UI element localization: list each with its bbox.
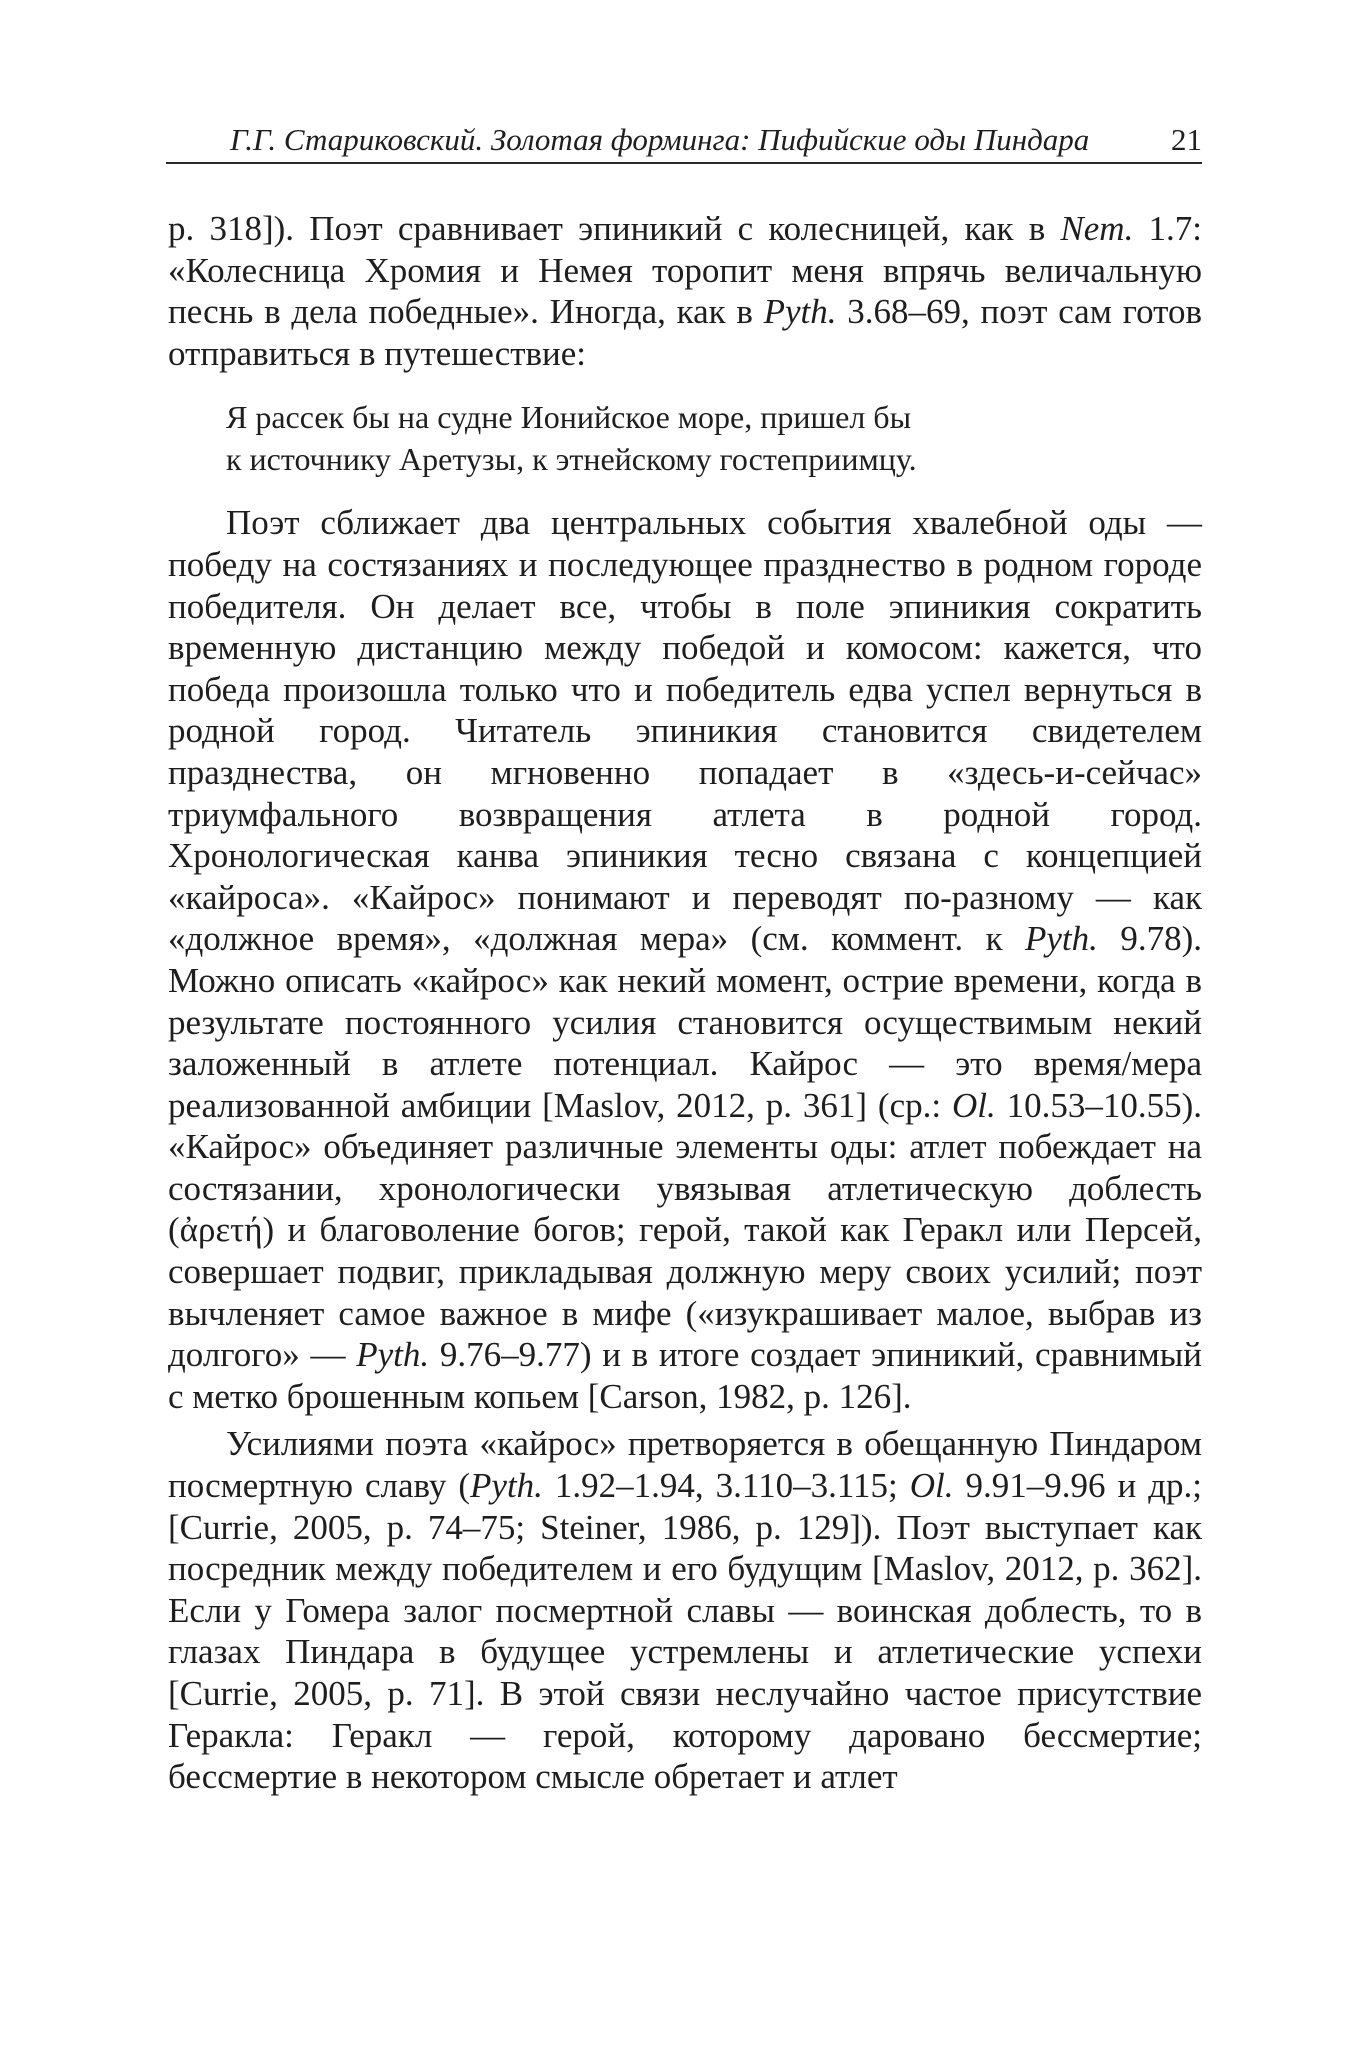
text-run: 1.7: «Колесница Хромия и Немея торопит меня впрячь величальную песнь в дела победные». Иногда, как в [168,209,1202,332]
text-run: 10.53–10.55). «Кайрос» объединяет различные элементы оды: атлет побеждает на состязании, хронологически увязывая атлетическую доблесть (ἀρετή) и благоволение богов; герой, такой как Геракл или Персей, совершает подвиг, прикладывая должную меру своих усилий; поэт вычленяет самое важное в мифе («изукрашивает малое, выбрав из долгого» — [168,1085,1203,1375]
text-run: 3.68–69, поэт сам готов отправиться в путешествие: [168,292,1202,373]
citation-abbrev: Nem. [1060,209,1134,248]
citation-abbrev: Pyth. [356,1335,430,1375]
verse-line-2: к источнику Аретузы, к этнейскому гостеприимцу. [226,441,917,478]
citation-abbrev: Ol. [951,1085,996,1125]
page-number: 21 [1171,122,1202,157]
citation-abbrev: Pyth. [763,292,837,332]
paragraph-1 [168,208,1202,374]
text-run: 9.78). Можно описать «кайрос» как некий момент, острие времени, когда в результате постоянного усилия становится осуществимым некий заложенный в атлете потенциал. Кайрос — это время/мера реализованной амбиции [Maslov, 2012, p. 361] (ср.: [168,919,1202,1125]
text-run: р. 318]). Поэт сравнивает эпиникий с колесницей, как в [168,209,1061,248]
citation-abbrev: Pyth. [470,1466,543,1506]
paragraph-2 [168,502,1202,1417]
text-run: 1.92–1.94, 3.110–3.115; [542,1466,910,1506]
verse-line-1: Я рассек бы на судне Ионийское море, пришел бы [226,399,912,436]
text-run: Усилиями поэта «кайрос» претворяется в обещанную Пиндаром посмертную славу ( [168,1424,1202,1506]
body-text [168,208,1202,1798]
running-title: Г.Г. Стариковский. Золотая форминга: Пифийские оды Пиндара [230,122,1090,157]
text-run: 9.91–9.96 и др.; [Currie, 2005, p. 74–75; Steiner, 1986, p. 129]). Поэт выступает как посредник между победителем и его будущим [Maslov, 2012, p. 362]. Если у Гомера залог посмертной славы — воинская доблесть, то в глазах Пиндара в будущее устремлены и атлетические успехи [Currie, 2005, p. 71]. В этой связи неслучайно частое присутствие Геракла: Геракл — герой, которому даровано бессмертие; бессмертие в некотором смысле обретает и атлет [168,1466,1202,1797]
text-run: Поэт сближает два центральных события хвалебной оды — победу на состязаниях и последующее празднество в родном городе победителя. Он делает все, чтобы в поле эпиникия сократить временную дистанцию между победой и комосом: кажется, что победа произошла только что и победитель едва успел вернуться в родной город. Читатель эпиникия становится свидетелем празднества, он мгновенно попадает в «здесь-и-сейчас» триумфального возвращения атлета в родной город. Хронологическая канва эпиникия тесно связана с концепцией «кайроса». «Кайрос» понимают и переводят по-разному — как «должное время», «должная мера» (см. коммент. к [168,503,1202,959]
verse-quote [226,396,1046,480]
citation-abbrev: Pyth. [1025,919,1098,959]
running-header [166,118,1202,164]
citation-abbrev: Ol. [909,1466,954,1506]
paragraph-3 [168,1423,1202,1797]
text-run: 9.76–9.77) и в итоге создает эпиникий, сравнимый с метко брошенным копьем [Carson, 1982, p. 126]. [168,1335,1203,1416]
